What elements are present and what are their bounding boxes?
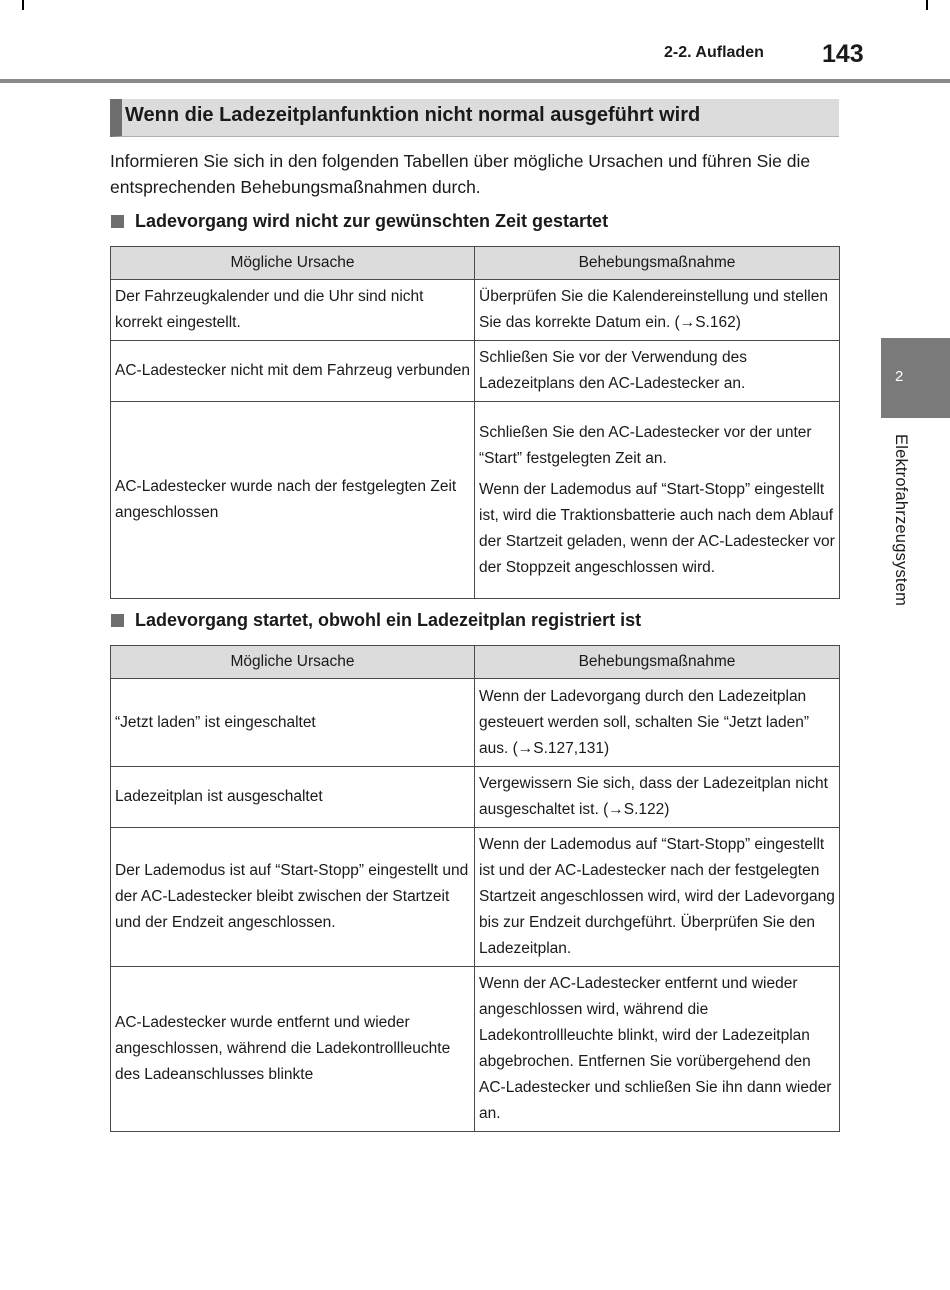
cause-solution-table-2	[110, 645, 840, 1132]
chapter-tab	[881, 338, 950, 418]
table-row	[111, 767, 840, 828]
table-row	[111, 828, 840, 967]
solution-cell: Vergewissern Sie sich, dass der Ladezeitplan nicht ausgeschaltet ist. (→S.122)	[475, 767, 840, 828]
column-header-solution: Behebungsmaßnahme	[475, 247, 840, 280]
crop-mark-top-right	[926, 0, 928, 10]
solution-cell: Wenn der Lademodus auf “Start-Stopp” eingestellt ist und der AC-Ladestecker nach der festgelegten Startzeit angeschlossen wird, wird der Ladevorgang bis zur Endzeit durchgeführt. Überprüfen Sie den Ladezeitplan.	[475, 828, 840, 967]
page-number: 143	[822, 40, 864, 68]
solution-paragraph: Wenn der Lademodus auf “Start-Stopp” eingestellt ist, wird die Traktionsbatterie auch nach dem Ablauf der Startzeit geladen, wenn der AC-Ladestecker vor der Stoppzeit angeschlossen wird.	[479, 480, 835, 576]
column-header-cause: Mögliche Ursache	[111, 247, 475, 280]
cause-cell: Der Lademodus ist auf “Start-Stopp” eingestellt und der AC-Ladestecker bleibt zwischen der Startzeit und der Endzeit angeschlossen.	[111, 828, 475, 967]
table-header-row	[111, 646, 840, 679]
header-divider	[0, 79, 950, 83]
table-row	[111, 679, 840, 767]
cause-cell: Ladezeitplan ist ausgeschaltet	[111, 767, 475, 828]
square-bullet-icon	[111, 215, 124, 228]
table2-heading-text: Ladevorgang startet, obwohl ein Ladezeitplan registriert ist	[135, 610, 642, 630]
cause-cell: Der Fahrzeugkalender und die Uhr sind nicht korrekt eingestellt.	[111, 280, 475, 341]
square-bullet-icon	[111, 614, 124, 627]
cause-solution-table-1	[110, 246, 840, 599]
chapter-label: Elektrofahrzeugsystem	[892, 434, 910, 607]
crop-mark-top-left	[22, 0, 24, 10]
column-header-cause: Mögliche Ursache	[111, 646, 475, 679]
table-header-row	[111, 247, 840, 280]
solution-cell: Schließen Sie vor der Verwendung des Ladezeitplans den AC-Ladestecker an.	[475, 341, 840, 402]
solution-cell: Wenn der AC-Ladestecker entfernt und wieder angeschlossen wird, während die Ladekontrollleuchte blinkt, wird der Ladezeitplan abgebrochen. Entfernen Sie vorübergehend den AC-Ladestecker und schließen Sie ihn dann wieder an.	[475, 967, 840, 1132]
cause-cell: AC-Ladestecker wurde entfernt und wieder angeschlossen, während die Ladekontrollleuchte des Ladeanschlusses blinkte	[111, 967, 475, 1132]
solution-cell: Überprüfen Sie die Kalendereinstellung und stellen Sie das korrekte Datum ein. (→S.162)	[475, 280, 840, 341]
table2-heading	[110, 609, 641, 631]
table-row	[111, 967, 840, 1132]
solution-cell: Wenn der Ladevorgang durch den Ladezeitplan gesteuert werden soll, schalten Sie “Jetzt laden” aus. (→S.127,131)	[475, 679, 840, 767]
table-row	[111, 402, 840, 599]
cause-cell: AC-Ladestecker wurde nach der festgelegten Zeit angeschlossen	[111, 402, 475, 599]
table-row	[111, 341, 840, 402]
header-section-title: 2-2. Aufladen	[664, 44, 764, 61]
table1-heading	[110, 210, 608, 232]
chapter-number: 2	[895, 368, 904, 385]
section-title: Wenn die Ladezeitplanfunktion nicht normal ausgeführt wird	[110, 99, 839, 137]
solution-paragraph: Schließen Sie den AC-Ladestecker vor der unter “Start” festgelegten Zeit an.	[479, 423, 812, 467]
intro-paragraph: Informieren Sie sich in den folgenden Tabellen über mögliche Ursachen und führen Sie die entsprechenden Behebungsmaßnahmen durch.	[110, 151, 811, 197]
column-header-solution: Behebungsmaßnahme	[475, 646, 840, 679]
cause-cell: AC-Ladestecker nicht mit dem Fahrzeug verbunden	[111, 341, 475, 402]
table-row	[111, 280, 840, 341]
cause-cell: “Jetzt laden” ist eingeschaltet	[111, 679, 475, 767]
solution-cell	[475, 402, 840, 599]
table1-heading-text: Ladevorgang wird nicht zur gewünschten Zeit gestartet	[135, 211, 609, 231]
